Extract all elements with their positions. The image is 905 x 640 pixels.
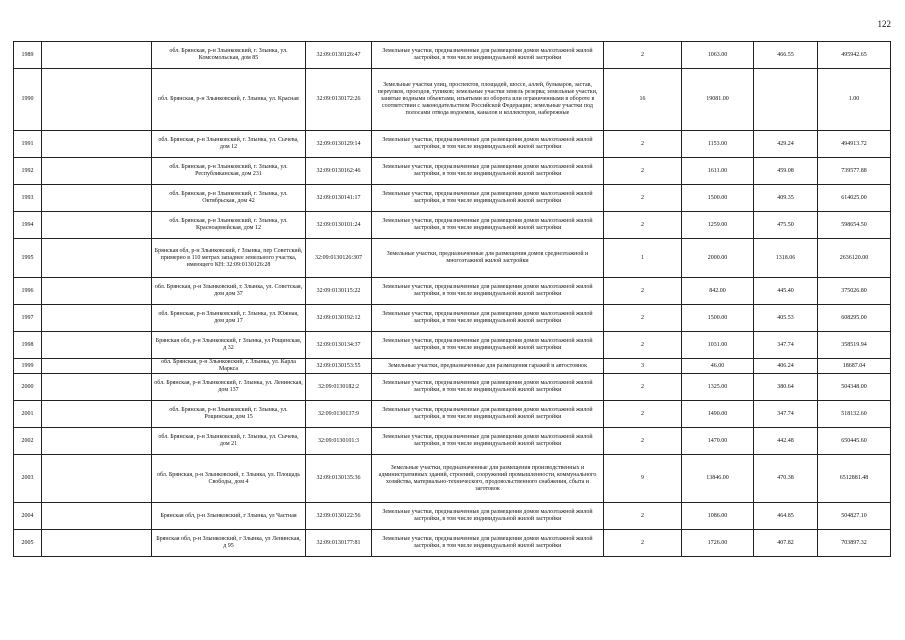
specific-value-cell: 405.53 [754, 305, 818, 332]
page-number: 122 [877, 19, 891, 29]
address-cell: обл. Брянская, р-н Злынковский, г. Злынка, ул. Советская, дом дом 37 [152, 278, 306, 305]
cadastral-value-cell: 375026.80 [818, 278, 891, 305]
address-cell: обл. Брянская, р-н Злынковский, г. Злынка, ул. Рощинская, дом 15 [152, 401, 306, 428]
blank-cell [42, 503, 152, 530]
cadastral-value-cell: 1.00 [818, 69, 891, 131]
row-number: 2004 [14, 503, 42, 530]
land-use-cell: Земельные участки, предназначенные для размещения домов малоэтажной жилой застройки, в том числе индивидуальной жилой застройки [372, 158, 604, 185]
cadastral-value-cell: 6512881.48 [818, 455, 891, 503]
area-cell: 1726.00 [682, 530, 754, 557]
use-group-cell: 2 [604, 332, 682, 359]
specific-value-cell: 459.08 [754, 158, 818, 185]
cadastral-number-cell: 32:09:0130101:24 [306, 212, 372, 239]
area-cell: 2000.00 [682, 239, 754, 278]
specific-value-cell: 407.82 [754, 530, 818, 557]
table-row [14, 158, 891, 185]
address-cell: обл. Брянская, р-н Злынковский, г. Злынка, ул. Южная, дом дом 17 [152, 305, 306, 332]
table-row [14, 185, 891, 212]
cadastral-value-cell: 18687.04 [818, 359, 891, 374]
blank-cell [42, 158, 152, 185]
cadastral-value-cell: 2636120.00 [818, 239, 891, 278]
address-cell: обл. Брянская, р-н Злынковский, г. Злынка, ул. Красноармейская, дом 12 [152, 212, 306, 239]
use-group-cell: 2 [604, 278, 682, 305]
use-group-cell: 2 [604, 428, 682, 455]
cadastral-number-cell: 32:09:0130153:55 [306, 359, 372, 374]
cadastral-number-cell: 32:09:0130122:56 [306, 503, 372, 530]
row-number: 1995 [14, 239, 42, 278]
use-group-cell: 16 [604, 69, 682, 131]
area-cell: 13846.00 [682, 455, 754, 503]
land-use-cell: Земельные участки, предназначенные для размещения домов малоэтажной жилой застройки, в том числе индивидуальной жилой застройки [372, 212, 604, 239]
row-number: 2000 [14, 374, 42, 401]
cadastral-number-cell: 32:09:0130137:9 [306, 401, 372, 428]
row-number: 1993 [14, 185, 42, 212]
cadastral-value-cell: 504348.00 [818, 374, 891, 401]
use-group-cell: 2 [604, 131, 682, 158]
table-row [14, 305, 891, 332]
address-cell: Брянская обл, р-н Злынковский, г Злынка, ул Частная [152, 503, 306, 530]
area-cell: 1325.00 [682, 374, 754, 401]
cadastral-value-cell: 608295.00 [818, 305, 891, 332]
specific-value-cell [754, 69, 818, 131]
address-cell: Брянская обл, р-н Злынковский, г Злынка, ул Рощинская, д 32 [152, 332, 306, 359]
blank-cell [42, 69, 152, 131]
specific-value-cell: 347.74 [754, 401, 818, 428]
cadastral-value-cell: 495942.65 [818, 42, 891, 69]
area-cell: 1031.00 [682, 332, 754, 359]
table-row [14, 530, 891, 557]
use-group-cell: 2 [604, 185, 682, 212]
specific-value-cell: 409.35 [754, 185, 818, 212]
row-number: 2003 [14, 455, 42, 503]
cadastral-number-cell: 32:09:0130126:47 [306, 42, 372, 69]
blank-cell [42, 131, 152, 158]
address-cell: обл. Брянская, р-н Злынковский, г. Злынка, ул. Комсомольская, дом 85 [152, 42, 306, 69]
table-row [14, 332, 891, 359]
cadastral-number-cell: 32:09:0130115:22 [306, 278, 372, 305]
blank-cell [42, 305, 152, 332]
cadastral-value-cell: 739577.88 [818, 158, 891, 185]
use-group-cell: 9 [604, 455, 682, 503]
area-cell: 1470.00 [682, 428, 754, 455]
table-row [14, 131, 891, 158]
area-cell: 1611.00 [682, 158, 754, 185]
row-number: 1989 [14, 42, 42, 69]
row-number: 1996 [14, 278, 42, 305]
table-row [14, 455, 891, 503]
blank-cell [42, 278, 152, 305]
blank-cell [42, 455, 152, 503]
area-cell: 1086.00 [682, 503, 754, 530]
row-number: 1994 [14, 212, 42, 239]
table-row [14, 278, 891, 305]
land-use-cell: Земельные участки, предназначенные для размещения домов малоэтажной жилой застройки, в том числе индивидуальной жилой застройки [372, 530, 604, 557]
cadastral-value-cell: 598654.50 [818, 212, 891, 239]
area-cell: 1490.00 [682, 401, 754, 428]
address-cell: обл. Брянская, р-н Злынковский, г. Злынка, ул. Республиканская, дом 231 [152, 158, 306, 185]
address-cell: обл. Брянская, р-н Злынковский, г. Злынка, ул. Красная [152, 69, 306, 131]
land-use-cell: Земельные участки, предназначенные для размещения домов малоэтажной жилой застройки, в том числе индивидуальной жилой застройки [372, 278, 604, 305]
blank-cell [42, 212, 152, 239]
row-number: 2005 [14, 530, 42, 557]
blank-cell [42, 530, 152, 557]
row-number: 1998 [14, 332, 42, 359]
cadastral-number-cell: 32:09:0130141:17 [306, 185, 372, 212]
cadastral-number-cell: 32:09:0130135:36 [306, 455, 372, 503]
area-cell: 1153.00 [682, 131, 754, 158]
table-row [14, 239, 891, 278]
table-row [14, 401, 891, 428]
blank-cell [42, 185, 152, 212]
cadastral-number-cell: 32:09:0130182:2 [306, 374, 372, 401]
land-use-cell: Земельные участки улиц, проспектов, площадей, шоссе, аллей, бульваров, застав, переулков, проездов, тупиков; земельные участки земель резерва; земельные участки, занятые водными объектами, изъятыми из оборота или ограниченными в обороте в соответствии с законодательством Российской Федерации; земельные участки под полосами отвода водоемов, каналов и коллекторов, набережные [372, 69, 604, 131]
row-number: 2002 [14, 428, 42, 455]
row-number: 1991 [14, 131, 42, 158]
use-group-cell: 2 [604, 503, 682, 530]
specific-value-cell: 347.74 [754, 332, 818, 359]
cadastral-value-cell: 650445.60 [818, 428, 891, 455]
row-number: 1997 [14, 305, 42, 332]
use-group-cell: 2 [604, 158, 682, 185]
table-row [14, 359, 891, 374]
cadastral-number-cell: 32:09:0130129:14 [306, 131, 372, 158]
land-use-cell: Земельные участки, предназначенные для размещения домов среднеэтажной и многоэтажной жилой застройки [372, 239, 604, 278]
address-cell: обл. Брянская, р-н Злынковский, г. Злынка, ул. Октябрьская, дом 42 [152, 185, 306, 212]
table-row [14, 42, 891, 69]
specific-value-cell: 1318.06 [754, 239, 818, 278]
land-use-cell: Земельные участки, предназначенные для размещения домов малоэтажной жилой застройки, в том числе индивидуальной жилой застройки [372, 374, 604, 401]
specific-value-cell: 380.64 [754, 374, 818, 401]
table-row [14, 428, 891, 455]
specific-value-cell: 475.50 [754, 212, 818, 239]
land-use-cell: Земельные участки, предназначенные для размещения домов малоэтажной жилой застройки, в том числе индивидуальной жилой застройки [372, 503, 604, 530]
blank-cell [42, 332, 152, 359]
address-cell: обл. Брянская, р-н Злынковский, г. Злынка, ул. Сычева, дом 12 [152, 131, 306, 158]
use-group-cell: 2 [604, 305, 682, 332]
table-row [14, 212, 891, 239]
area-cell: 1500.00 [682, 185, 754, 212]
land-use-cell: Земельные участки, предназначенные для размещения производственных и административных зданий, строений, сооружений промышленности, коммунального хозяйства, материально-технического, продовольственного снабжения, сбыта и заготовок [372, 455, 604, 503]
row-number: 1992 [14, 158, 42, 185]
use-group-cell: 2 [604, 212, 682, 239]
cadastral-value-cell: 703897.32 [818, 530, 891, 557]
cadastral-number-cell: 32:09:0130101:3 [306, 428, 372, 455]
use-group-cell: 2 [604, 42, 682, 69]
land-use-cell: Земельные участки, предназначенные для размещения домов малоэтажной жилой застройки, в том числе индивидуальной жилой застройки [372, 42, 604, 69]
row-number: 1990 [14, 69, 42, 131]
specific-value-cell: 442.48 [754, 428, 818, 455]
cadastral-number-cell: 32:09:0130172:26 [306, 69, 372, 131]
row-number: 2001 [14, 401, 42, 428]
row-number: 1999 [14, 359, 42, 374]
table-row [14, 69, 891, 131]
cadastral-value-cell: 518132.60 [818, 401, 891, 428]
area-cell: 842.00 [682, 278, 754, 305]
blank-cell [42, 239, 152, 278]
address-cell: обл. Брянская, р-н Злынковский, г. Злынка, ул. Ленинская, дом 137 [152, 374, 306, 401]
use-group-cell: 1 [604, 239, 682, 278]
land-use-cell: Земельные участки, предназначенные для размещения домов малоэтажной жилой застройки, в том числе индивидуальной жилой застройки [372, 185, 604, 212]
cadastral-number-cell: 32:09:0130177:81 [306, 530, 372, 557]
area-cell: 1500.00 [682, 305, 754, 332]
cadastral-value-cell: 614025.00 [818, 185, 891, 212]
land-use-cell: Земельные участки, предназначенные для размещения гаражей и автостоянок [372, 359, 604, 374]
use-group-cell: 2 [604, 530, 682, 557]
specific-value-cell: 464.85 [754, 503, 818, 530]
area-cell: 1259.00 [682, 212, 754, 239]
land-use-cell: Земельные участки, предназначенные для размещения домов малоэтажной жилой застройки, в том числе индивидуальной жилой застройки [372, 305, 604, 332]
cadastral-value-cell: 358519.94 [818, 332, 891, 359]
address-cell: обл. Брянская, р-н Злынковский, г. Злынка, ул. Карла Маркса [152, 359, 306, 374]
blank-cell [42, 359, 152, 374]
address-cell: обл. Брянская, р-н Злынковский, г. Злынка, ул. Площадь Свободы, дом 4 [152, 455, 306, 503]
address-cell: Брянская обл, р-н Злынковский, г Злынка, ул Ленинская, д 95 [152, 530, 306, 557]
blank-cell [42, 42, 152, 69]
table-row [14, 503, 891, 530]
specific-value-cell: 429.24 [754, 131, 818, 158]
blank-cell [42, 401, 152, 428]
use-group-cell: 2 [604, 401, 682, 428]
area-cell: 1063.00 [682, 42, 754, 69]
area-cell: 46.00 [682, 359, 754, 374]
land-use-cell: Земельные участки, предназначенные для размещения домов малоэтажной жилой застройки, в том числе индивидуальной жилой застройки [372, 131, 604, 158]
use-group-cell: 3 [604, 359, 682, 374]
cadastral-value-cell: 504827.10 [818, 503, 891, 530]
table-row [14, 374, 891, 401]
land-use-cell: Земельные участки, предназначенные для размещения домов малоэтажной жилой застройки, в том числе индивидуальной жилой застройки [372, 401, 604, 428]
cadastral-number-cell: 32:09:0130134:37 [306, 332, 372, 359]
cadastral-number-cell: 32:09:0130162:46 [306, 158, 372, 185]
area-cell: 19081.00 [682, 69, 754, 131]
land-use-cell: Земельные участки, предназначенные для размещения домов малоэтажной жилой застройки, в том числе индивидуальной жилой застройки [372, 428, 604, 455]
address-cell: обл. Брянская, р-н Злынковский, г. Злынка, ул. Сычева, дом 21 [152, 428, 306, 455]
land-registry-table [13, 41, 891, 557]
specific-value-cell: 470.38 [754, 455, 818, 503]
cadastral-number-cell: 32:09:0130192:12 [306, 305, 372, 332]
blank-cell [42, 428, 152, 455]
specific-value-cell: 445.40 [754, 278, 818, 305]
specific-value-cell: 406.24 [754, 359, 818, 374]
specific-value-cell: 466.55 [754, 42, 818, 69]
cadastral-value-cell: 494913.72 [818, 131, 891, 158]
use-group-cell: 2 [604, 374, 682, 401]
land-use-cell: Земельные участки, предназначенные для размещения домов малоэтажной жилой застройки, в том числе индивидуальной жилой застройки [372, 332, 604, 359]
cadastral-number-cell: 32:09:0130126:307 [306, 239, 372, 278]
blank-cell [42, 374, 152, 401]
address-cell: Брянская обл, р-н Злынковский, г Злынка, пер Советский, примерно в 110 метрах западнее земельного участка, имеющего КН: 32:09:0130126:28 [152, 239, 306, 278]
